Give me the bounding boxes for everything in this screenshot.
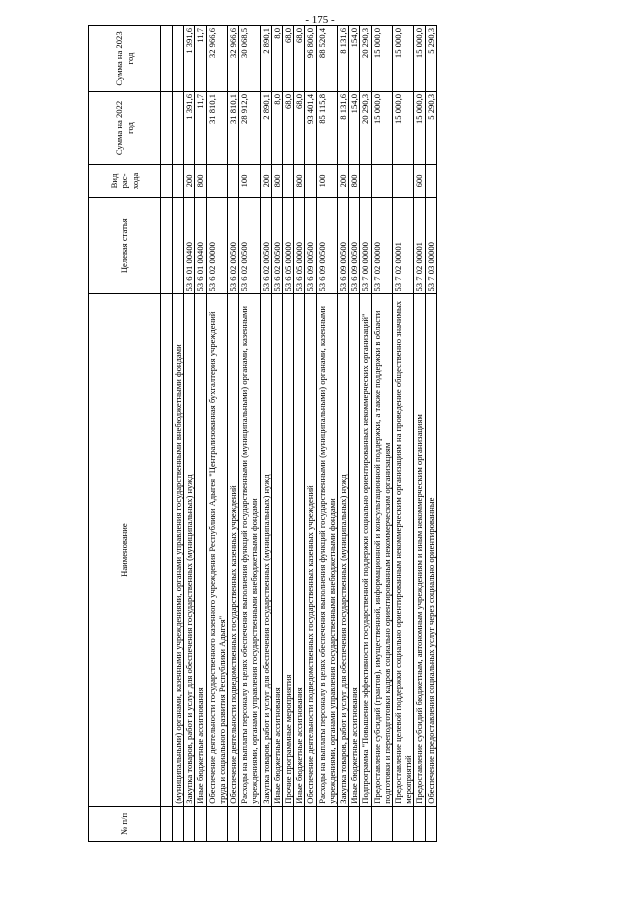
cell-num [260, 806, 271, 841]
cell-sum-2023: 11,7 [195, 26, 206, 92]
table-row [371, 26, 392, 842]
rotated-table-frame [88, 25, 608, 842]
table-spacer-row [161, 26, 173, 842]
cell-code: 53 6 05 00000 [283, 197, 294, 294]
cell-sum-2022: 15 000,0 [414, 91, 425, 164]
cell-num [316, 806, 337, 841]
cell-name: Закупка товаров, работ и услуг для обеспечения государственных (муниципальных) нужд [338, 294, 349, 806]
cell-sum-2023 [173, 26, 184, 92]
cell-sum-2023: 20 290,3 [360, 26, 371, 92]
cell-num [360, 806, 371, 841]
cell-num [338, 806, 349, 841]
table-row [393, 26, 414, 842]
header-sum-2023: Сумма на 2023 год [89, 26, 161, 92]
cell-name: Предоставление субсидий бюджетным, автономным учреждениям и иным некоммерческим организациям [414, 294, 425, 806]
cell-sum-2022 [173, 91, 184, 164]
cell-num [371, 806, 392, 841]
cell-code [173, 197, 184, 294]
cell-sum-2023: 96 806,0 [305, 26, 316, 92]
cell-sum-2023: 5 290,3 [425, 26, 436, 92]
cell-num [271, 806, 282, 841]
cell-name: Иные бюджетные ассигнования [349, 294, 360, 806]
cell-num [239, 806, 260, 841]
cell-vid [206, 164, 227, 197]
cell-code: 53 6 02 00500 [271, 197, 282, 294]
cell-name: Иные бюджетные ассигнования [294, 294, 305, 806]
cell-vid [305, 164, 316, 197]
table-row [283, 26, 294, 842]
cell-vid [425, 164, 436, 197]
cell-vid: 200 [260, 164, 271, 197]
cell-code: 53 6 05 00000 [294, 197, 305, 294]
table-header-row [89, 26, 161, 842]
cell-name: Обеспечение деятельности подведомственных государственных казенных учреждений [305, 294, 316, 806]
cell-sum-2022: 15 000,0 [371, 91, 392, 164]
cell-vid: 200 [184, 164, 195, 197]
cell-num [294, 806, 305, 841]
cell-sum-2023: 1 391,6 [184, 26, 195, 92]
cell-sum-2023: 68,0 [294, 26, 305, 92]
cell-code: 53 7 00 00000 [360, 197, 371, 294]
cell-name: Обеспечение деятельности подведомственных государственных казенных учреждений [228, 294, 239, 806]
cell-sum-2023: 32 966,6 [228, 26, 239, 92]
cell-vid: 200 [338, 164, 349, 197]
cell-sum-2023: 8 131,6 [338, 26, 349, 92]
cell-sum-2022: 1 391,6 [184, 91, 195, 164]
cell-code: 53 6 09 00500 [305, 197, 316, 294]
cell-num [414, 806, 425, 841]
header-name: Наименование [89, 294, 161, 806]
cell-vid: 100 [239, 164, 260, 197]
cell-code: 53 6 01 00400 [195, 197, 206, 294]
table-row [260, 26, 271, 842]
cell-name: Обеспечение деятельности государственного казенного учреждения Республики Адыгея "Централизованная бухгалтерия учреждений труда и социального развития Республики Адыгея" [206, 294, 227, 806]
table-row [425, 26, 436, 842]
cell-sum-2022: 8,0 [271, 91, 282, 164]
table-row [228, 26, 239, 842]
table-row [184, 26, 195, 842]
cell-name: Прочие программные мероприятия [283, 294, 294, 806]
cell-name: Иные бюджетные ассигнования [195, 294, 206, 806]
header-vid: Вид рас-хода [89, 164, 161, 197]
cell-num [206, 806, 227, 841]
cell-sum-2022: 31 810,1 [206, 91, 227, 164]
cell-sum-2022: 8 131,6 [338, 91, 349, 164]
table-row [360, 26, 371, 842]
cell-sum-2023: 32 966,6 [206, 26, 227, 92]
table-row [414, 26, 425, 842]
table-row [271, 26, 282, 842]
cell-sum-2022: 28 912,0 [239, 91, 260, 164]
cell-num [228, 806, 239, 841]
table-row [173, 26, 184, 842]
cell-code: 53 6 02 00500 [228, 197, 239, 294]
cell-code: 53 7 02 00000 [371, 197, 392, 294]
cell-sum-2022: 20 290,3 [360, 91, 371, 164]
cell-num [393, 806, 414, 841]
table-row [338, 26, 349, 842]
cell-num [184, 806, 195, 841]
cell-vid: 800 [195, 164, 206, 197]
table-row [206, 26, 227, 842]
cell-name: Закупка товаров, работ и услуг для обеспечения государственных (муниципальных) нужд [260, 294, 271, 806]
cell-sum-2023: 15 000,0 [414, 26, 425, 92]
cell-num [195, 806, 206, 841]
cell-vid [393, 164, 414, 197]
cell-sum-2022: 68,0 [283, 91, 294, 164]
cell-name: (муниципальными) органами, казенными учреждениями, органами управления государственными внебюджетными фондами [173, 294, 184, 806]
cell-num [283, 806, 294, 841]
header-code: Целевая статья [89, 197, 161, 294]
cell-code: 53 7 02 00001 [393, 197, 414, 294]
cell-vid: 800 [271, 164, 282, 197]
cell-sum-2022: 154,0 [349, 91, 360, 164]
cell-sum-2023: 15 000,0 [393, 26, 414, 92]
table-row [195, 26, 206, 842]
cell-vid: 100 [316, 164, 337, 197]
cell-name: Расходы на выплаты персоналу в целях обеспечения выполнения функций государственными (муниципальными) органами, казенными учреждениями, органами управления государственными внебюджетными фондами [316, 294, 337, 806]
cell-sum-2022: 31 810,1 [228, 91, 239, 164]
cell-code: 53 6 02 00500 [239, 197, 260, 294]
cell-sum-2023: 8,0 [271, 26, 282, 92]
cell-name: Иные бюджетные ассигнования [271, 294, 282, 806]
table-row [239, 26, 260, 842]
cell-num [425, 806, 436, 841]
cell-code: 53 6 01 00400 [184, 197, 195, 294]
cell-num [349, 806, 360, 841]
cell-vid [283, 164, 294, 197]
cell-name: Предоставление субсидий (грантов), имущественной, информационной и консультационной поддержки, а также поддержки в области подготовки и переподготовки кадров социально ориентированным некоммерческим организациям [371, 294, 392, 806]
cell-vid [360, 164, 371, 197]
cell-code: 53 6 02 00000 [206, 197, 227, 294]
table-row [316, 26, 337, 842]
cell-sum-2023: 30 068,5 [239, 26, 260, 92]
table-row [305, 26, 316, 842]
cell-sum-2023: 88 520,4 [316, 26, 337, 92]
cell-vid [371, 164, 392, 197]
cell-vid: 600 [414, 164, 425, 197]
budget-table [88, 25, 437, 842]
cell-name: Закупка товаров, работ и услуг для обеспечения государственных (муниципальных) нужд [184, 294, 195, 806]
cell-sum-2023: 15 000,0 [371, 26, 392, 92]
cell-sum-2022: 5 290,3 [425, 91, 436, 164]
header-sum-2022: Сумма на 2022 год [89, 91, 161, 164]
cell-code: 53 7 03 00000 [425, 197, 436, 294]
cell-sum-2022: 15 000,0 [393, 91, 414, 164]
cell-code: 53 6 09 00500 [349, 197, 360, 294]
table-body [173, 26, 437, 842]
cell-sum-2022: 93 401,4 [305, 91, 316, 164]
cell-sum-2022: 2 890,1 [260, 91, 271, 164]
cell-num [305, 806, 316, 841]
cell-sum-2023: 2 890,1 [260, 26, 271, 92]
table-row [294, 26, 305, 842]
cell-name: Расходы на выплаты персоналу в целях обеспечения выполнения функций государственными (муниципальными) органами, казенными учреждениями, органами управления государственными внебюджетными фондами [239, 294, 260, 806]
cell-sum-2022: 11,7 [195, 91, 206, 164]
page-number: - 175 - [305, 14, 335, 26]
cell-sum-2023: 68,0 [283, 26, 294, 92]
cell-name: Обеспечение предоставления социальных услуг через социально ориентированные [425, 294, 436, 806]
cell-name: Подпрограмма "Повышение эффективности государственной поддержки социально ориентированных некоммерческих организаций" [360, 294, 371, 806]
cell-num [173, 806, 184, 841]
cell-sum-2023: 154,0 [349, 26, 360, 92]
cell-vid [228, 164, 239, 197]
cell-code: 53 6 09 00500 [338, 197, 349, 294]
cell-sum-2022: 68,0 [294, 91, 305, 164]
cell-code: 53 6 09 00500 [316, 197, 337, 294]
cell-code: 53 7 02 00001 [414, 197, 425, 294]
cell-vid [173, 164, 184, 197]
table-row [349, 26, 360, 842]
cell-vid: 800 [349, 164, 360, 197]
cell-vid: 800 [294, 164, 305, 197]
cell-name: Предоставление целевой поддержки социально ориентированным некоммерческим организациям на проведение общественно значимых мероприятий [393, 294, 414, 806]
cell-sum-2022: 85 115,8 [316, 91, 337, 164]
cell-code: 53 6 02 00500 [260, 197, 271, 294]
header-num: № п/п [89, 806, 161, 841]
